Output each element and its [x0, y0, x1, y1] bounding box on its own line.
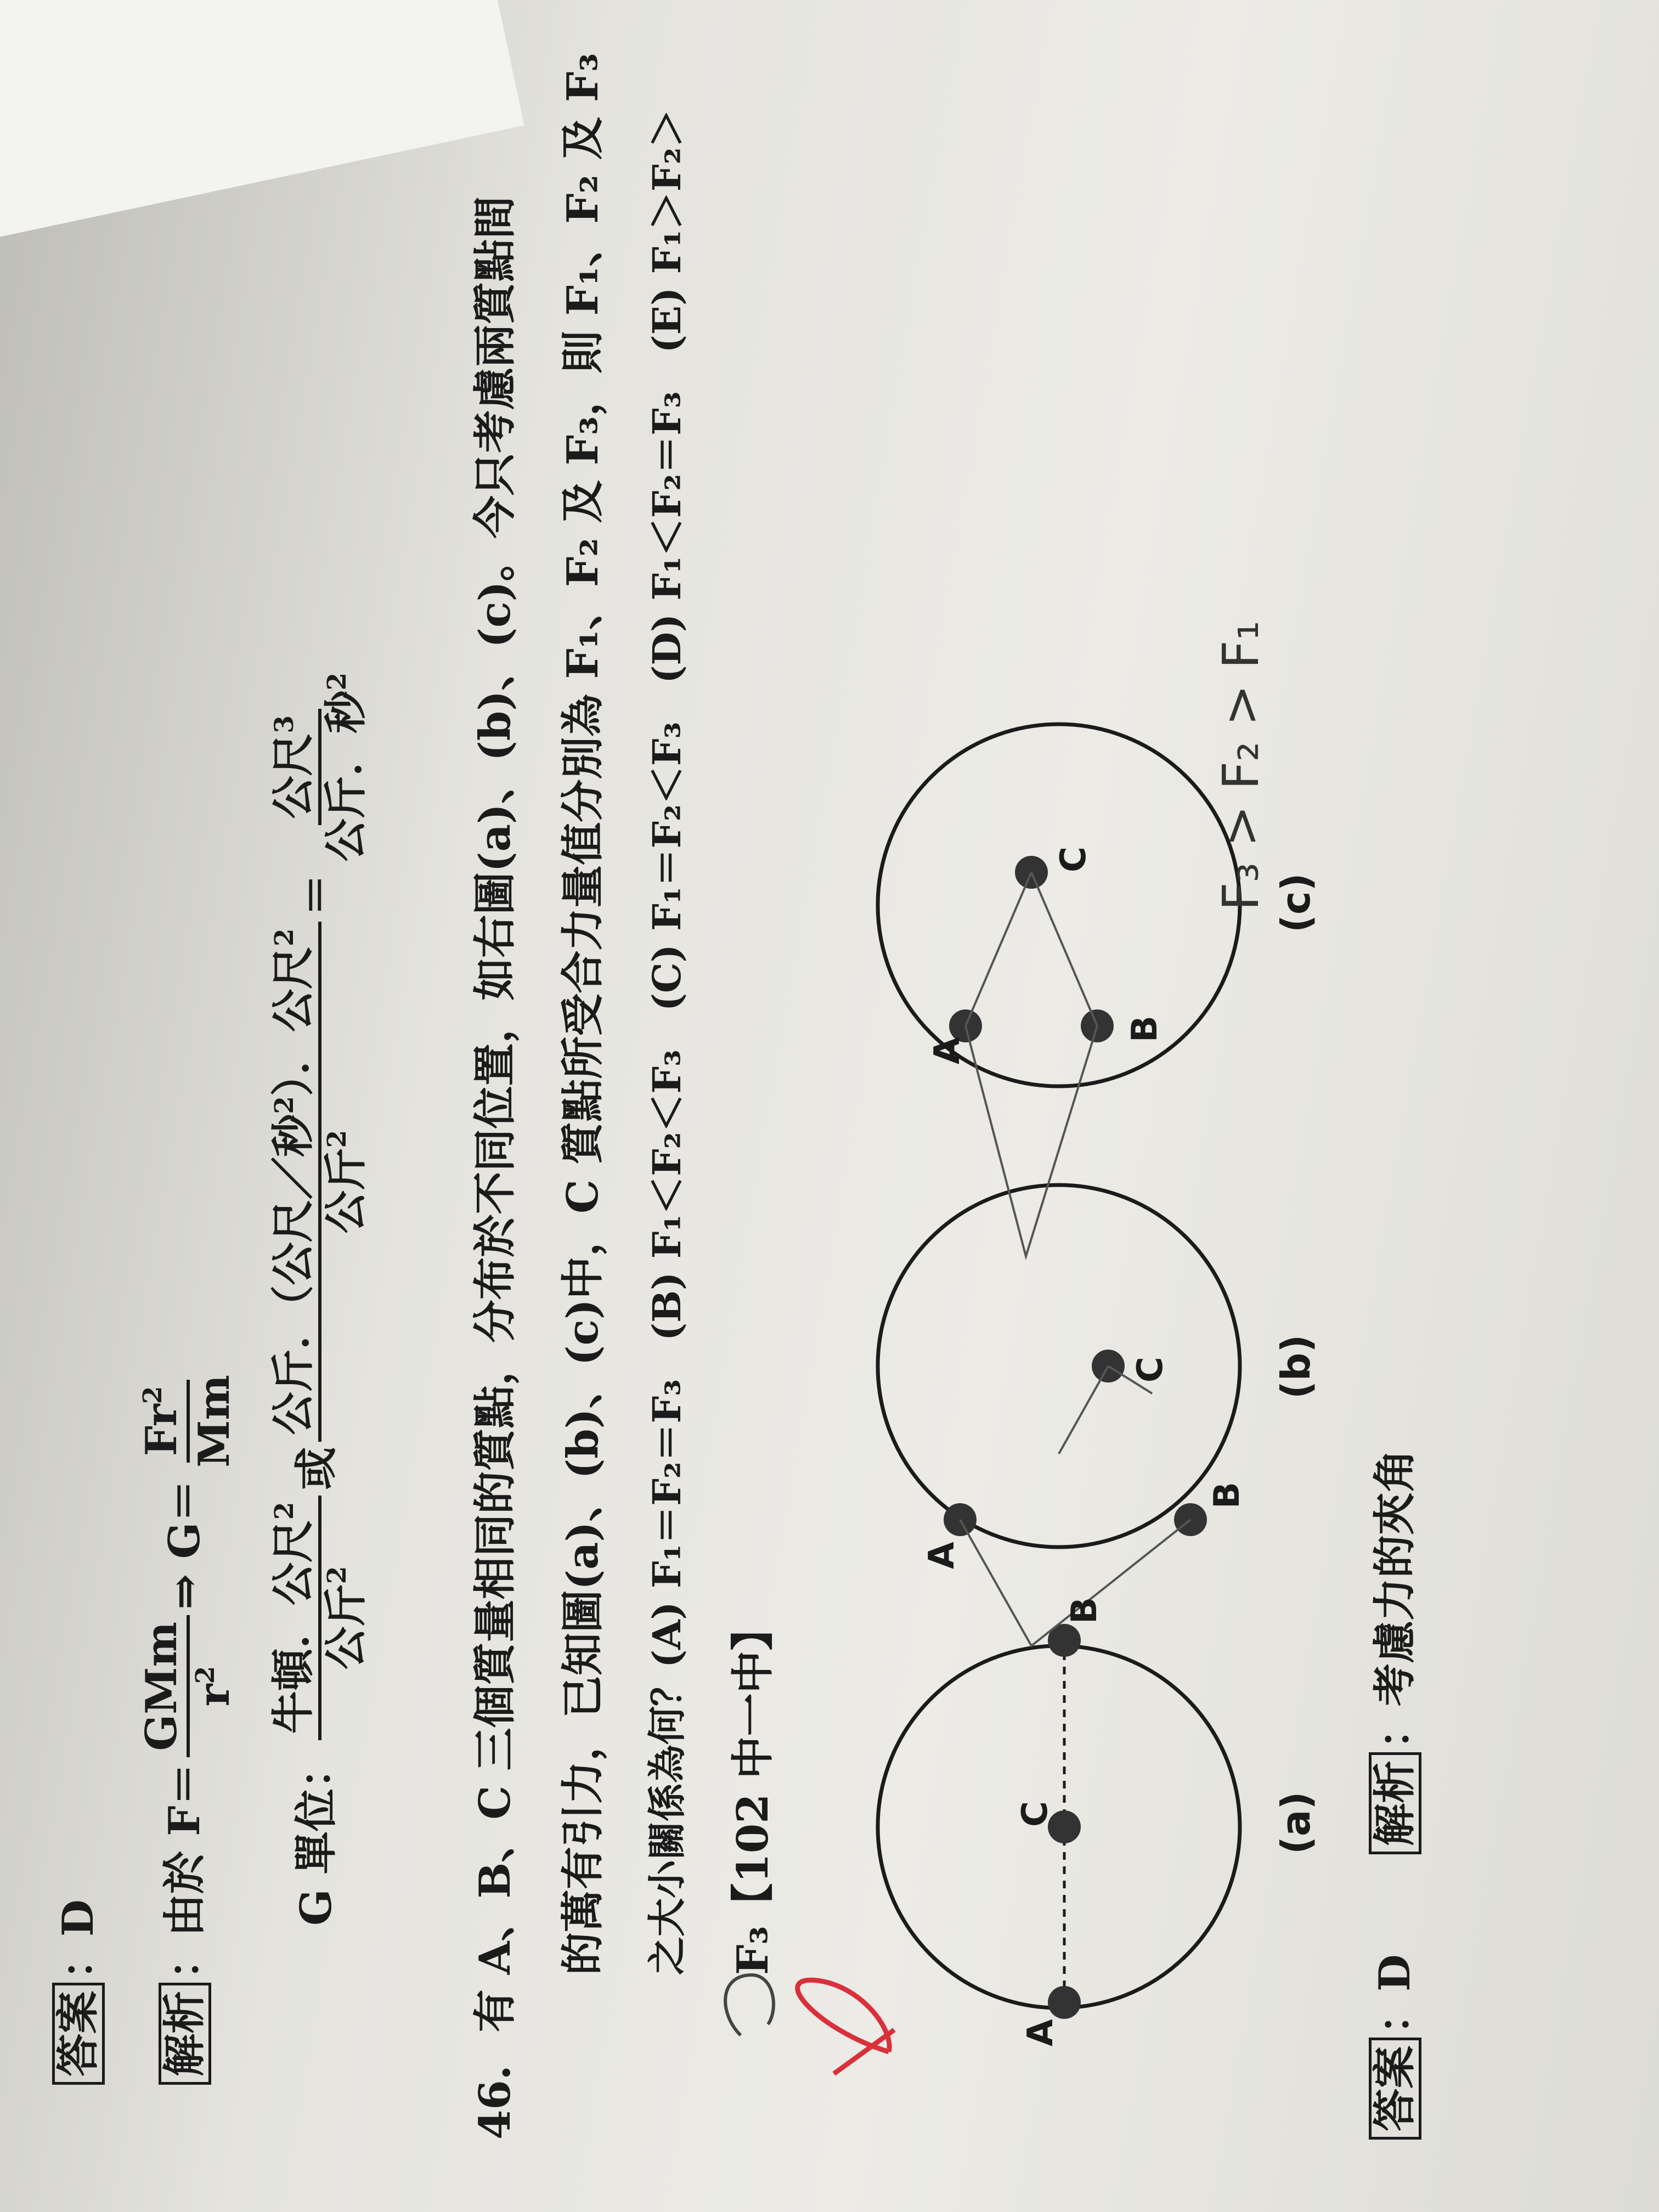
analysis-2-label: 解析	[1369, 1752, 1421, 1854]
figure-c-label-a: A	[927, 1037, 968, 1064]
bottom-answer	[1361, 1954, 1422, 2140]
g-numerator: Fr$^2$	[137, 1380, 190, 1463]
figure-b-pencil-lines	[960, 1520, 1190, 1646]
rotated-page	[0, 53, 1470, 2211]
unit2-numerator-text: 公斤．（公尺／秒	[268, 1114, 318, 1435]
figure-a-label-a: A	[1020, 2019, 1061, 2046]
bottom-answer-label: 答案	[1369, 2038, 1421, 2140]
handwritten-note: F₃ > F₂ > F₁	[1212, 620, 1270, 911]
figure-c-label-c: C	[1053, 847, 1094, 872]
figure-a-point-a	[1048, 1986, 1081, 2019]
figure-b-label-a: A	[922, 1542, 962, 1569]
unit3-denominator: 公斤．秒$^2$	[320, 672, 371, 862]
analysis-2-text: ：考慮力的夾角	[1370, 1449, 1420, 1749]
unit-equals: ＝	[291, 873, 342, 917]
unit1-denominator: 公斤$^2$	[320, 1566, 371, 1670]
unit3-denominator-text: 公斤．秒	[320, 690, 371, 862]
force-numerator: GMm	[137, 1615, 190, 1758]
figure-a-label-b: B	[1064, 1597, 1105, 1624]
unit2-denominator-text: 公斤	[320, 1148, 371, 1234]
figure-b-caption: (b)	[1273, 1334, 1319, 1399]
figure-c	[878, 724, 1240, 1256]
implies-arrow: ⇒ G＝	[160, 1479, 210, 1610]
answer-value: ：D	[53, 1899, 103, 1979]
force-denominator: $r^2$	[189, 1666, 239, 1707]
question-text-3: 之大小關係為何？(A) F₁＝F₂＝F₃ (B) F₁＜F₂＜F₃ (C) F₁＝F₂＜F₃ (D) F₁＜F₂＝F₃ (E) F₁＞F₂＞	[644, 109, 690, 1975]
question-number: 46.	[470, 2065, 520, 2140]
unit3-numerator: 公尺$^3$	[269, 709, 321, 826]
g-denominator: Mm	[189, 1374, 239, 1468]
figure-a-label-c: C	[1015, 1801, 1056, 1827]
figures-svg	[0, 181, 1470, 2211]
figure-b-circle	[878, 1185, 1240, 1547]
analysis-2	[1361, 1449, 1422, 1854]
answer-label: 答案	[52, 1983, 105, 2085]
red-handwriting-mark	[798, 1980, 894, 2074]
analysis-label: 解析	[159, 1983, 211, 2085]
figure-b	[878, 1185, 1240, 1646]
pencil-mark	[725, 1975, 774, 2035]
figure-b-label-c: C	[1130, 1357, 1171, 1383]
unit3-numerator-text: 公尺	[268, 733, 318, 819]
bottom-answer-value: ：D	[1370, 1954, 1420, 2034]
unit1-numerator-text: 牛頓．公尺	[268, 1520, 318, 1734]
analysis-prefix: ：由於 F＝	[160, 1763, 210, 1979]
unit2-numerator: 公斤．（公尺／秒$^2$）．公尺$^2$	[269, 922, 321, 1441]
figure-b-label-b: B	[1207, 1482, 1248, 1509]
question-text-4: F₃【102 中一中】	[728, 1607, 778, 1975]
unit-prefix: G 單位：	[291, 1746, 342, 1926]
unit2-numerator-tail: ）．公尺	[268, 946, 318, 1097]
question-text-1: 有 A、B、C 三個質量相同的質點，分布於不同位置，如右圖(a)、(b)、(c)。今只考慮兩質點間	[470, 196, 520, 2033]
figure-a	[878, 1624, 1240, 2019]
figure-c-caption: (c)	[1273, 873, 1319, 933]
force-denominator-base: r	[189, 1684, 239, 1707]
g-numerator-base: Fr	[137, 1404, 187, 1457]
unit1-numerator: 牛頓．公尺$^2$	[269, 1496, 321, 1741]
figure-c-circle	[878, 724, 1240, 1086]
figure-a-caption: (a)	[1273, 1791, 1319, 1854]
figure-c-label-b: B	[1125, 1015, 1165, 1042]
unit2-denominator: 公斤$^2$	[320, 1130, 371, 1234]
unit-or: 或	[291, 1447, 342, 1490]
unit1-denominator-text: 公斤	[320, 1584, 371, 1670]
question-text-2: 的萬有引力，已知圖(a)、(b)、(c)中，C 質點所受合力量值分別為 F₁、F₂ 及 F₃，則 F₁、F₂ 及 F₃	[558, 53, 608, 1975]
